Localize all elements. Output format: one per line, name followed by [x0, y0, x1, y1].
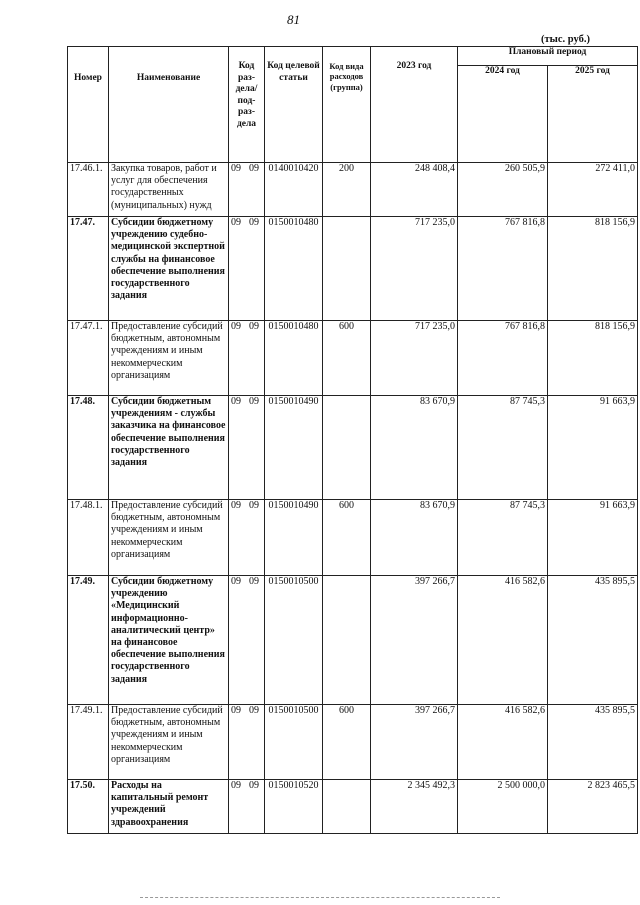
row-target: 0150010520 — [265, 780, 323, 834]
row-amount-2025: 435 895,5 — [548, 576, 638, 705]
row-number: 17.48. — [68, 396, 109, 500]
row-section-part: 09 — [231, 705, 241, 716]
row-section — [229, 217, 265, 321]
table-row — [68, 217, 638, 321]
row-amount-2025: 91 663,9 — [548, 500, 638, 576]
row-subsection-part: 09 — [249, 500, 259, 511]
row-number: 17.47. — [68, 217, 109, 321]
row-subsection-part: 09 — [249, 705, 259, 716]
row-section-part: 09 — [231, 500, 241, 511]
header-target: Код целевой статьи — [265, 47, 323, 163]
row-number: 17.49. — [68, 576, 109, 705]
table-row — [68, 396, 638, 500]
row-expense-type — [323, 576, 371, 705]
row-amount-2024: 767 816,8 — [458, 217, 548, 321]
row-name: Расходы на капитальный ремонт учреждений здравоохранения — [109, 780, 229, 834]
row-subsection-part: 09 — [249, 780, 259, 791]
row-target: 0150010490 — [265, 500, 323, 576]
row-section — [229, 396, 265, 500]
row-amount-2024: 260 505,9 — [458, 163, 548, 217]
row-section-part: 09 — [231, 576, 241, 587]
row-target: 0150010500 — [265, 576, 323, 705]
row-amount-2023: 2 345 492,3 — [371, 780, 458, 834]
row-section — [229, 576, 265, 705]
header-year-2025: 2025 год — [548, 66, 638, 163]
row-amount-2024: 2 500 000,0 — [458, 780, 548, 834]
row-target: 0140010420 — [265, 163, 323, 217]
row-target: 0150010480 — [265, 217, 323, 321]
row-amount-2025: 435 895,5 — [548, 705, 638, 780]
row-section-part: 09 — [231, 163, 241, 174]
header-plan-period: Плановый период — [458, 47, 638, 66]
row-subsection-part: 09 — [249, 321, 259, 332]
header-row — [68, 47, 638, 66]
row-expense-type: 600 — [323, 705, 371, 780]
row-target: 0150010480 — [265, 321, 323, 396]
header-name: Наименование — [109, 47, 229, 163]
row-amount-2024: 767 816,8 — [458, 321, 548, 396]
row-subsection-part: 09 — [249, 217, 259, 228]
header-expense-type: Код вида расходов (группа) — [323, 47, 371, 163]
row-amount-2023: 83 670,9 — [371, 500, 458, 576]
row-amount-2024: 87 745,3 — [458, 500, 548, 576]
row-number: 17.50. — [68, 780, 109, 834]
table-row — [68, 321, 638, 396]
row-name: Субсидии бюджетному учреждению судебно-медицинской экспертной службы на финансовое обеспечение выполнения государственного задания — [109, 217, 229, 321]
row-amount-2025: 818 156,9 — [548, 321, 638, 396]
row-name: Предоставление субсидий бюджетным, автономным учреждениям и иным некоммерческим организациям — [109, 705, 229, 780]
table-row — [68, 500, 638, 576]
row-number: 17.48.1. — [68, 500, 109, 576]
row-expense-type: 600 — [323, 321, 371, 396]
header-year-2023: 2023 год — [371, 47, 458, 163]
row-name: Субсидии бюджетным учреждениям - службы заказчика на финансовое обеспечение выполнения государственного задания — [109, 396, 229, 500]
row-section-part: 09 — [231, 780, 241, 791]
row-number: 17.49.1. — [68, 705, 109, 780]
row-section-part: 09 — [231, 217, 241, 228]
row-section-part: 09 — [231, 321, 241, 332]
header-section: Код раз-дела/ под-раз-дела — [229, 47, 265, 163]
row-amount-2024: 87 745,3 — [458, 396, 548, 500]
row-number: 17.46.1. — [68, 163, 109, 217]
row-amount-2023: 248 408,4 — [371, 163, 458, 217]
row-amount-2023: 397 266,7 — [371, 705, 458, 780]
table-row — [68, 576, 638, 705]
row-name: Закупка товаров, работ и услуг для обеспечения государственных (муниципальных) нужд — [109, 163, 229, 217]
row-expense-type: 200 — [323, 163, 371, 217]
row-subsection-part: 09 — [249, 396, 259, 407]
row-section — [229, 500, 265, 576]
row-amount-2023: 717 235,0 — [371, 217, 458, 321]
row-subsection-part: 09 — [249, 163, 259, 174]
row-target: 0150010500 — [265, 705, 323, 780]
row-amount-2023: 717 235,0 — [371, 321, 458, 396]
row-number: 17.47.1. — [68, 321, 109, 396]
table-row — [68, 163, 638, 217]
row-subsection-part: 09 — [249, 576, 259, 587]
row-expense-type — [323, 217, 371, 321]
page-number: 81 — [287, 12, 300, 27]
row-amount-2025: 272 411,0 — [548, 163, 638, 217]
row-section — [229, 780, 265, 834]
row-expense-type — [323, 396, 371, 500]
row-amount-2025: 2 823 465,5 — [548, 780, 638, 834]
row-target: 0150010490 — [265, 396, 323, 500]
table-row — [68, 780, 638, 834]
row-expense-type: 600 — [323, 500, 371, 576]
page-bottom-edge — [140, 897, 500, 900]
row-amount-2023: 397 266,7 — [371, 576, 458, 705]
row-amount-2025: 91 663,9 — [548, 396, 638, 500]
row-amount-2023: 83 670,9 — [371, 396, 458, 500]
row-name: Предоставление субсидий бюджетным, автономным учреждениям и иным некоммерческим организациям — [109, 500, 229, 576]
header-number: Номер — [68, 47, 109, 163]
row-amount-2024: 416 582,6 — [458, 705, 548, 780]
row-amount-2025: 818 156,9 — [548, 217, 638, 321]
row-section — [229, 705, 265, 780]
row-name: Предоставление субсидий бюджетным, автономным учреждениям и иным некоммерческим организациям — [109, 321, 229, 396]
row-amount-2024: 416 582,6 — [458, 576, 548, 705]
units-label: (тыс. руб.) — [541, 34, 590, 45]
row-section-part: 09 — [231, 396, 241, 407]
budget-table — [67, 46, 638, 834]
row-expense-type — [323, 780, 371, 834]
header-year-2024: 2024 год — [458, 66, 548, 163]
row-section — [229, 163, 265, 217]
table-row — [68, 705, 638, 780]
row-name: Субсидии бюджетному учреждению «Медицинский информационно-аналитический центр» на финансовое обеспечение выполнения государственного задания — [109, 576, 229, 705]
row-section — [229, 321, 265, 396]
